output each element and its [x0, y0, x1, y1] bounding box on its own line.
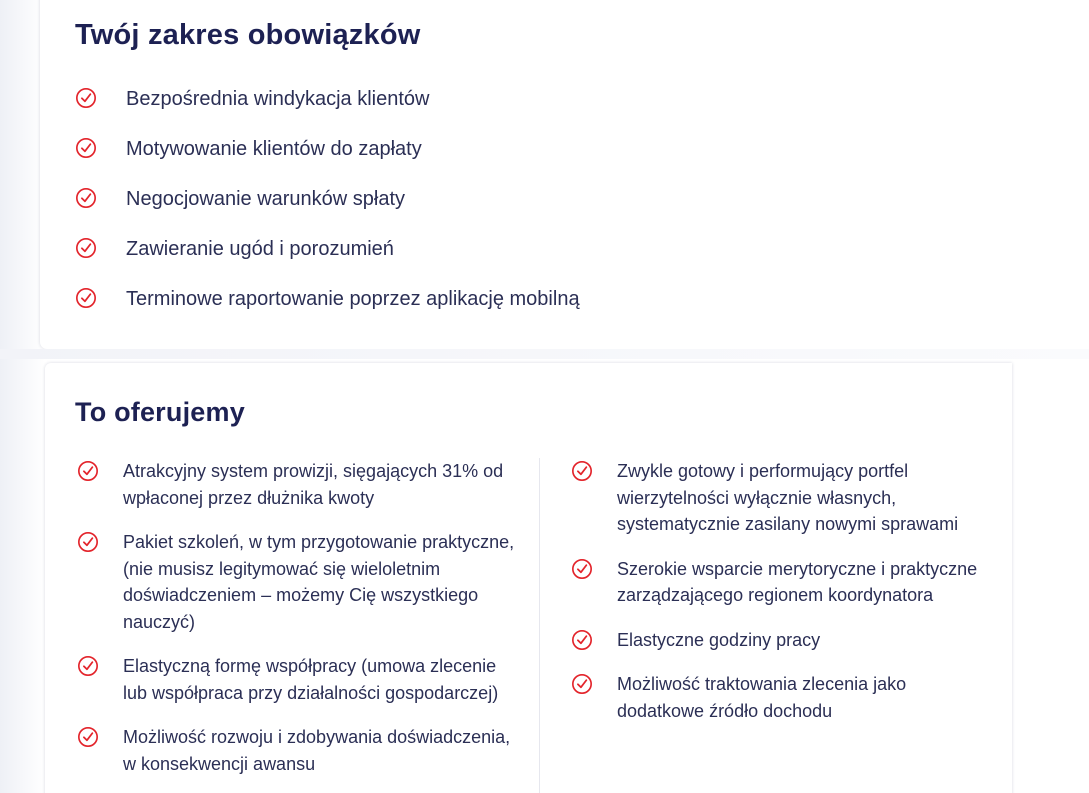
duty-text: Negocjowanie warunków spłaty [126, 188, 406, 210]
offer-item [571, 627, 991, 654]
check-circle-icon [571, 629, 593, 651]
check-circle-icon [75, 287, 97, 309]
check-circle-icon [571, 460, 593, 482]
duty-item [75, 236, 580, 286]
duty-item [75, 186, 580, 236]
offer-text: Możliwość rozwoju i zdobywania doświadczenia, w konsekwencji awansu [123, 727, 511, 774]
offer-item [77, 529, 517, 635]
check-circle-icon [77, 460, 99, 482]
offer-item [77, 653, 517, 706]
offer-item [77, 458, 517, 511]
offer-title: To oferujemy [75, 397, 245, 427]
duty-text: Bezpośrednia windykacja klientów [126, 88, 430, 110]
offer-text: Szerokie wsparcie merytoryczne i praktyczne zarządzającego regionem koordynatora [617, 558, 978, 605]
check-circle-icon [75, 137, 97, 159]
offer-list-right [571, 458, 991, 742]
offer-item [571, 458, 991, 538]
check-circle-icon [77, 531, 99, 553]
offer-card [45, 363, 1012, 793]
duties-list [75, 86, 580, 336]
duties-card [40, 0, 1089, 349]
offer-text: Elastyczne godziny pracy [617, 629, 821, 650]
offer-item [571, 556, 991, 609]
check-circle-icon [75, 87, 97, 109]
duty-item [75, 286, 580, 336]
duties-title: Twój zakres obowiązków [75, 19, 421, 51]
check-circle-icon [77, 655, 99, 677]
offer-list-left [77, 458, 517, 793]
offer-text: Zwykle gotowy i performujący portfel wierzytelności wyłącznie własnych, systematycznie zasilany nowymi sprawami [617, 461, 959, 534]
check-circle-icon [571, 558, 593, 580]
offer-text: Atrakcyjny system prowizji, sięgających 31% od wpłaconej przez dłużnika kwoty [123, 461, 504, 508]
offer-text: Pakiet szkoleń, w tym przygotowanie praktyczne,(nie musisz legitymować się wieloletnim doświadczeniem – możemy Cię wszystkiego nauczyć) [123, 532, 515, 632]
duty-text: Motywowanie klientów do zapłaty [126, 138, 422, 160]
offer-item [77, 724, 517, 777]
offer-text: Możliwość traktowania zlecenia jako dodatkowe źródło dochodu [617, 674, 907, 721]
column-divider [539, 458, 540, 793]
duty-item [75, 136, 580, 186]
check-circle-icon [77, 726, 99, 748]
check-circle-icon [571, 673, 593, 695]
check-circle-icon [75, 237, 97, 259]
section-separator [0, 349, 1089, 359]
duty-item [75, 86, 580, 136]
offer-text: Elastyczną formę współpracy (umowa zlecenie lub współpraca przy działalności gospodarczej) [123, 656, 499, 703]
duty-text: Terminowe raportowanie poprzez aplikację mobilną [126, 288, 580, 310]
duty-text: Zawieranie ugód i porozumień [126, 238, 394, 260]
offer-item [571, 671, 991, 724]
check-circle-icon [75, 187, 97, 209]
